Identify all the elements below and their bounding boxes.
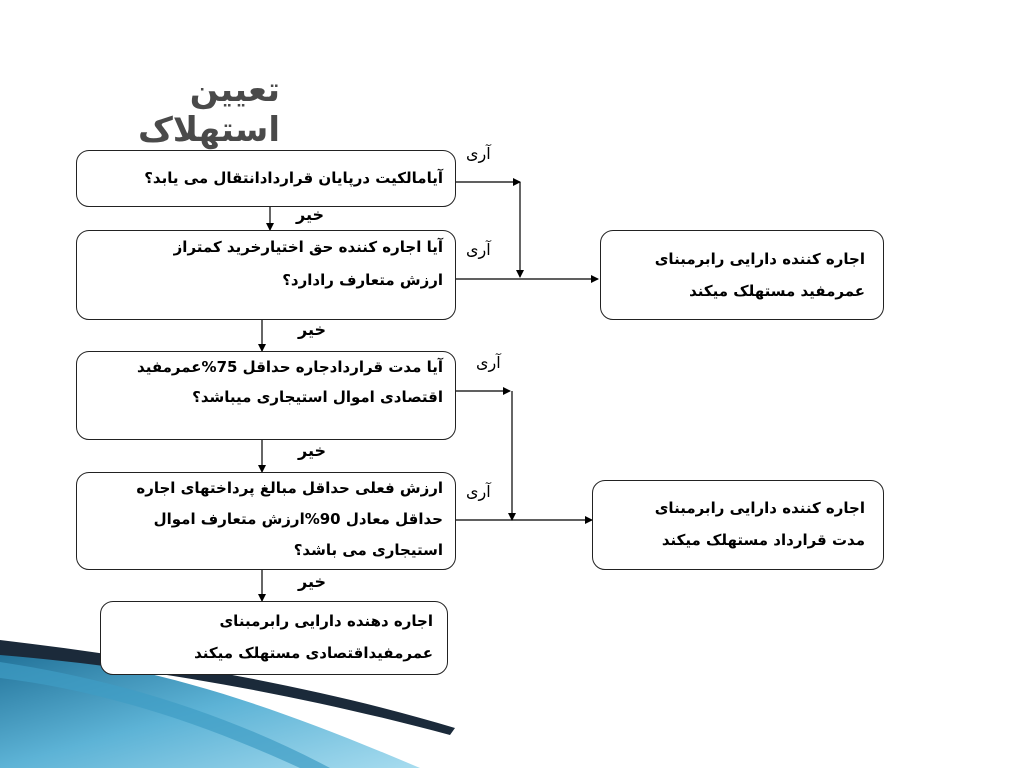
- no-label: خیر: [296, 205, 325, 224]
- outcome-text: عمرمفید مستهلک میکند: [689, 282, 865, 300]
- outcome-lessor: [100, 601, 448, 675]
- question-text: ارزش متعارف رادارد؟: [282, 271, 443, 289]
- no-label: خیر: [298, 572, 327, 591]
- yes-label: آری: [466, 240, 491, 259]
- question-text: آیامالکیت درپایان قراردادانتقال می یابد؟: [144, 169, 443, 187]
- outcome-text: اجاره کننده دارایی رابرمبنای: [654, 499, 865, 517]
- question-lease-term: [76, 351, 456, 440]
- question-ownership-transfer: [76, 150, 456, 207]
- question-text: آیا مدت قراردادجاره حداقل 75%عمرمفید: [137, 358, 443, 376]
- question-text: اقتصادی اموال استیجاری میباشد؟: [192, 388, 443, 406]
- outcome-text: اجاره کننده دارایی رابرمبنای: [654, 250, 865, 268]
- question-text: حداقل معادل 90%ارزش متعارف اموال: [153, 510, 443, 528]
- yes-label: آری: [466, 144, 491, 163]
- question-text: آیا اجاره کننده حق اختیارخرید کمتراز: [173, 238, 443, 256]
- outcome-text: مدت قرارداد مستهلک میکند: [661, 531, 865, 549]
- question-text: ارزش فعلی حداقل مبالغ پرداختهای اجاره: [136, 479, 443, 497]
- outcome-useful-life: [600, 230, 884, 320]
- question-present-value: [76, 472, 456, 570]
- no-label: خیر: [298, 320, 327, 339]
- outcome-text: عمرمفیداقتصادی مستهلک میکند: [194, 644, 433, 662]
- outcome-lease-term: [592, 480, 884, 570]
- no-label: خیر: [298, 441, 327, 460]
- question-text: استیجاری می باشد؟: [293, 541, 443, 559]
- question-purchase-option: [76, 230, 456, 320]
- yes-label: آری: [476, 353, 501, 372]
- outcome-text: اجاره دهنده دارایی رابرمبنای: [219, 612, 433, 630]
- page-title: تعیین استهلاک: [137, 70, 280, 150]
- yes-label: آری: [466, 482, 491, 501]
